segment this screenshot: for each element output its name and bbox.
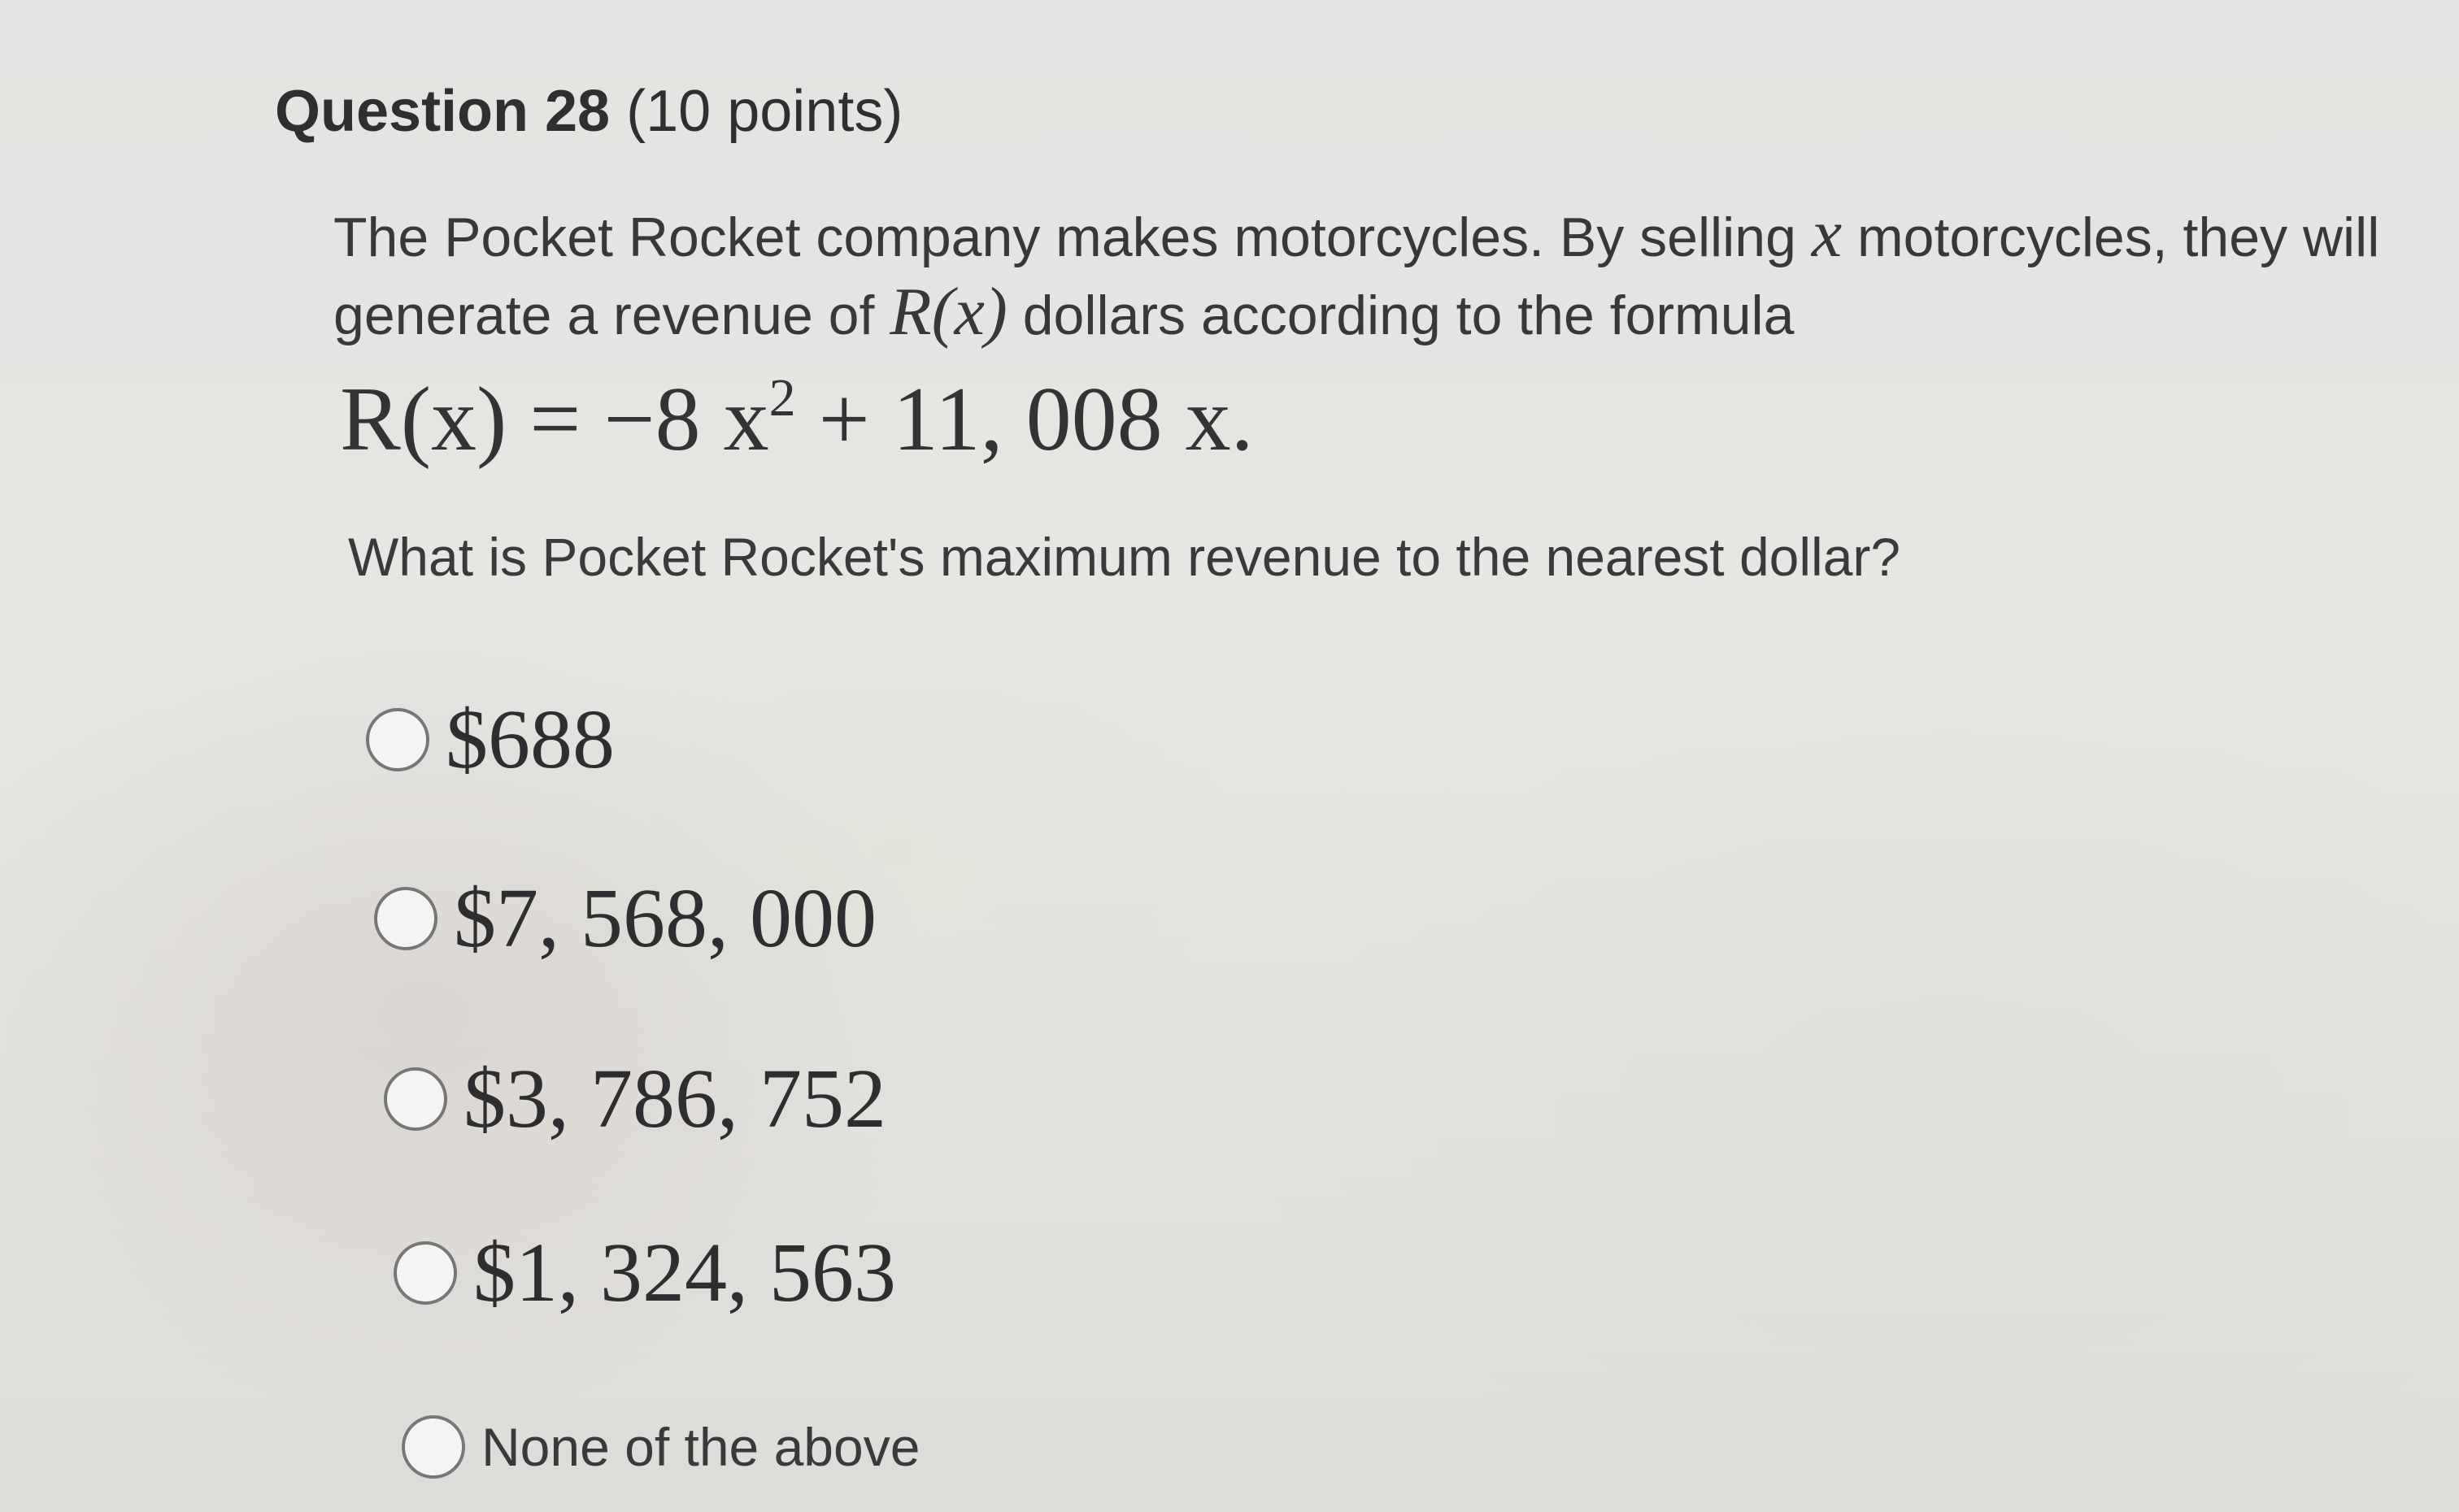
question-points: (10 points) (626, 79, 903, 144)
option-label: None of the above (481, 1417, 920, 1477)
formula-exponent: 2 (768, 368, 796, 428)
option-label: $3, 786, 752 (464, 1052, 886, 1145)
answer-option[interactable] (384, 1050, 886, 1148)
answer-option[interactable] (366, 691, 615, 789)
radio-button[interactable] (402, 1415, 465, 1479)
revenue-formula (340, 345, 1254, 472)
formula-lhs: R(x) = −8 x (340, 369, 769, 470)
radio-button[interactable] (366, 708, 429, 771)
radio-button[interactable] (384, 1067, 447, 1131)
prompt-line-2-post: dollars according to the formula (1007, 285, 1795, 346)
prompt-var-rx: R(x) (890, 274, 1008, 350)
option-label: $688 (446, 693, 615, 786)
prompt-line-2-pre: generate a revenue of (333, 285, 890, 346)
prompt-line-1 (333, 195, 2379, 273)
radio-button[interactable] (394, 1241, 457, 1305)
answer-option[interactable] (394, 1224, 896, 1322)
answer-option[interactable] (402, 1410, 920, 1484)
question-header (275, 75, 903, 148)
prompt-var-x: x (1811, 196, 1843, 272)
answer-option[interactable] (374, 870, 877, 967)
radio-button[interactable] (374, 887, 437, 950)
prompt-line-2 (333, 273, 2379, 351)
option-label: $1, 324, 563 (473, 1226, 896, 1319)
option-label: $7, 568, 000 (454, 871, 877, 965)
question-prompt (333, 195, 2379, 351)
question-title: Question 28 (275, 79, 611, 144)
question-text: What is Pocket Rocket's maximum revenue to the nearest dollar? (348, 527, 1901, 587)
prompt-line-1-pre: The Pocket Rocket company makes motorcycles. By selling (333, 206, 1812, 268)
formula-rhs: + 11, 008 x. (795, 369, 1254, 470)
prompt-line-1-post: motorcycles, they will (1842, 206, 2380, 268)
